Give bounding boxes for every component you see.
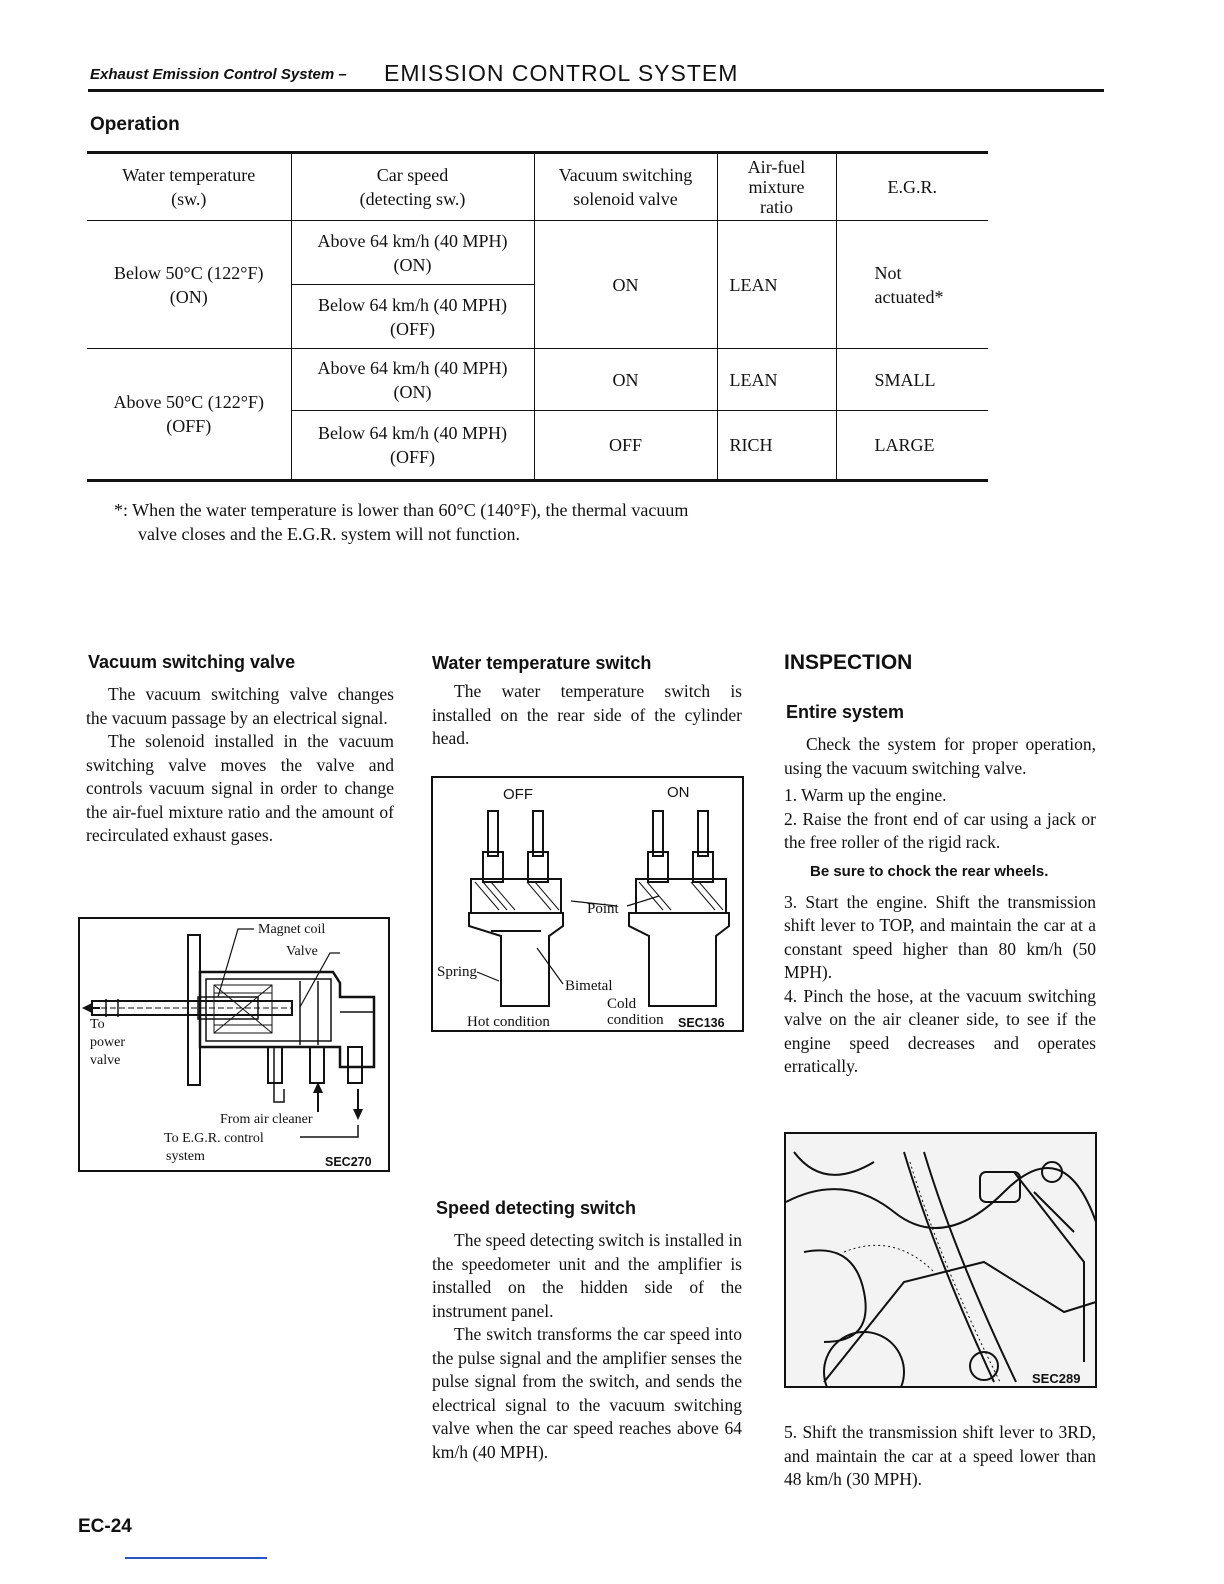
label-to-egr: To E.G.R. control bbox=[164, 1131, 264, 1146]
header-air-fuel: Air-fuel mixture ratio bbox=[717, 153, 836, 221]
cell-speed-below: Below 64 km/h (40 MPH) (OFF) bbox=[291, 411, 534, 481]
header-egr: E.G.R. bbox=[836, 153, 988, 221]
cell-speed-above: Above 64 km/h (40 MPH) (ON) bbox=[291, 221, 534, 285]
cell-vacuum-on: ON bbox=[534, 349, 717, 411]
cell-air-fuel-lean: LEAN bbox=[717, 349, 836, 411]
inspection-step-5: 5. Shift the transmission shift lever to 3RD, and maintain the car at a speed lower than 48 km/h (30 MPH). bbox=[784, 1422, 1096, 1489]
label-off: OFF bbox=[503, 786, 533, 803]
label-condition: condition bbox=[607, 1012, 664, 1028]
header-rule bbox=[88, 89, 1104, 92]
water-temperature-switch-heading: Water temperature switch bbox=[432, 653, 652, 673]
label-spring: Spring bbox=[437, 964, 478, 980]
table-row bbox=[87, 221, 988, 285]
speed-detecting-switch-heading: Speed detecting switch bbox=[436, 1198, 637, 1218]
label-magnet-coil: Magnet coil bbox=[258, 922, 326, 937]
inspection-text: Check the system for proper operation, using the vacuum switching valve. 1. Warm up the engine. 2. Raise the front end of car using a jack or the free roller of the rigid rack. Be sure to chock the rear wheels. 3. Start the engine. Shift the transmission shift lever to TOP, and maintain the car at a constant speed higher than 80 km/h (50 MPH). 4. Pinch the hose, at the vacuum switching valve on the air cleaner side, to see if the engine speed decreases and operates erratically. bbox=[784, 734, 1096, 1076]
table-header-row bbox=[87, 153, 988, 221]
label-point: Point bbox=[587, 901, 619, 917]
cell-air-fuel-lean: LEAN bbox=[717, 221, 836, 349]
cell-vacuum-off: OFF bbox=[534, 411, 717, 481]
engine-photo-figure bbox=[784, 1132, 1097, 1388]
figure-code: SEC270 bbox=[325, 1155, 372, 1169]
label-valve-2: valve bbox=[90, 1053, 121, 1068]
water-temperature-switch-text: The water temperature switch is installed on the rear side of the cylinder head. bbox=[432, 681, 742, 748]
bottom-rule bbox=[125, 1557, 267, 1559]
figure-code: SEC289 bbox=[1032, 1371, 1081, 1386]
water-temperature-switch-figure bbox=[431, 776, 744, 1032]
cell-air-fuel-rich: RICH bbox=[717, 411, 836, 481]
entire-system-heading: Entire system bbox=[786, 702, 905, 722]
table-row bbox=[87, 349, 988, 411]
label-hot-condition: Hot condition bbox=[467, 1014, 550, 1030]
page-title: EMISSION CONTROL SYSTEM bbox=[384, 60, 739, 86]
header-vacuum-valve: Vacuum switching solenoid valve bbox=[534, 153, 717, 221]
cell-vacuum-on: ON bbox=[534, 221, 717, 349]
vacuum-switching-valve-figure bbox=[78, 917, 390, 1172]
vacuum-switching-valve-text: The vacuum switching valve changes the vacuum passage by an electrical signal. The solenoid installed in the vacuum switching valve moves the valve and controls vacuum signal in order to change the air-fuel mixture ratio and the amount of recirculated exhaust gases. bbox=[86, 684, 394, 845]
operation-heading: Operation bbox=[90, 114, 180, 135]
label-from-air-cleaner: From air cleaner bbox=[220, 1112, 313, 1127]
cell-egr-small: SMALL bbox=[836, 349, 988, 411]
speed-detecting-switch-text: The speed detecting switch is installed in the speedometer unit and the amplifier is installed on the hidden side of the instrument panel. The switch transforms the car speed into the pulse signal and the amplifier senses the pulse signal from the switch, and sends the electrical signal to the vacuum switching valve when the car speed reaches above 64 km/h (40 MPH). bbox=[432, 1230, 742, 1462]
caution-note: Be sure to chock the rear wheels. bbox=[810, 862, 1049, 880]
figure-code: SEC136 bbox=[678, 1016, 725, 1030]
label-valve: Valve bbox=[286, 944, 318, 959]
cell-speed-above: Above 64 km/h (40 MPH) (ON) bbox=[291, 349, 534, 411]
label-system: system bbox=[166, 1149, 205, 1164]
label-bimetal: Bimetal bbox=[565, 978, 613, 994]
page-number: EC-24 bbox=[78, 1516, 132, 1537]
label-cold: Cold bbox=[607, 996, 637, 1012]
table-footnote: *: When the water temperature is lower than 60°C (140°F), the thermal vacuum valve closes and the E.G.R. system will not function. bbox=[114, 500, 689, 544]
operation-table bbox=[87, 151, 988, 482]
label-to: To bbox=[90, 1017, 105, 1032]
cell-speed-below: Below 64 km/h (40 MPH) (OFF) bbox=[291, 285, 534, 349]
section-subtitle: Exhaust Emission Control System – bbox=[90, 66, 347, 83]
cell-egr-large: LARGE bbox=[836, 411, 988, 481]
header-water-temp: Water temperature (sw.) bbox=[87, 153, 291, 221]
cell-egr-not-actuated: Not actuated* bbox=[836, 221, 988, 349]
header-car-speed: Car speed (detecting sw.) bbox=[291, 153, 534, 221]
vacuum-switching-valve-heading: Vacuum switching valve bbox=[88, 652, 296, 672]
label-power: power bbox=[90, 1035, 125, 1050]
inspection-heading: INSPECTION bbox=[784, 651, 913, 674]
cell-water-temp-above: Above 50°C (122°F) (OFF) bbox=[87, 349, 291, 481]
cell-water-temp-below: Below 50°C (122°F) (ON) bbox=[87, 221, 291, 349]
label-on: ON bbox=[667, 784, 690, 801]
